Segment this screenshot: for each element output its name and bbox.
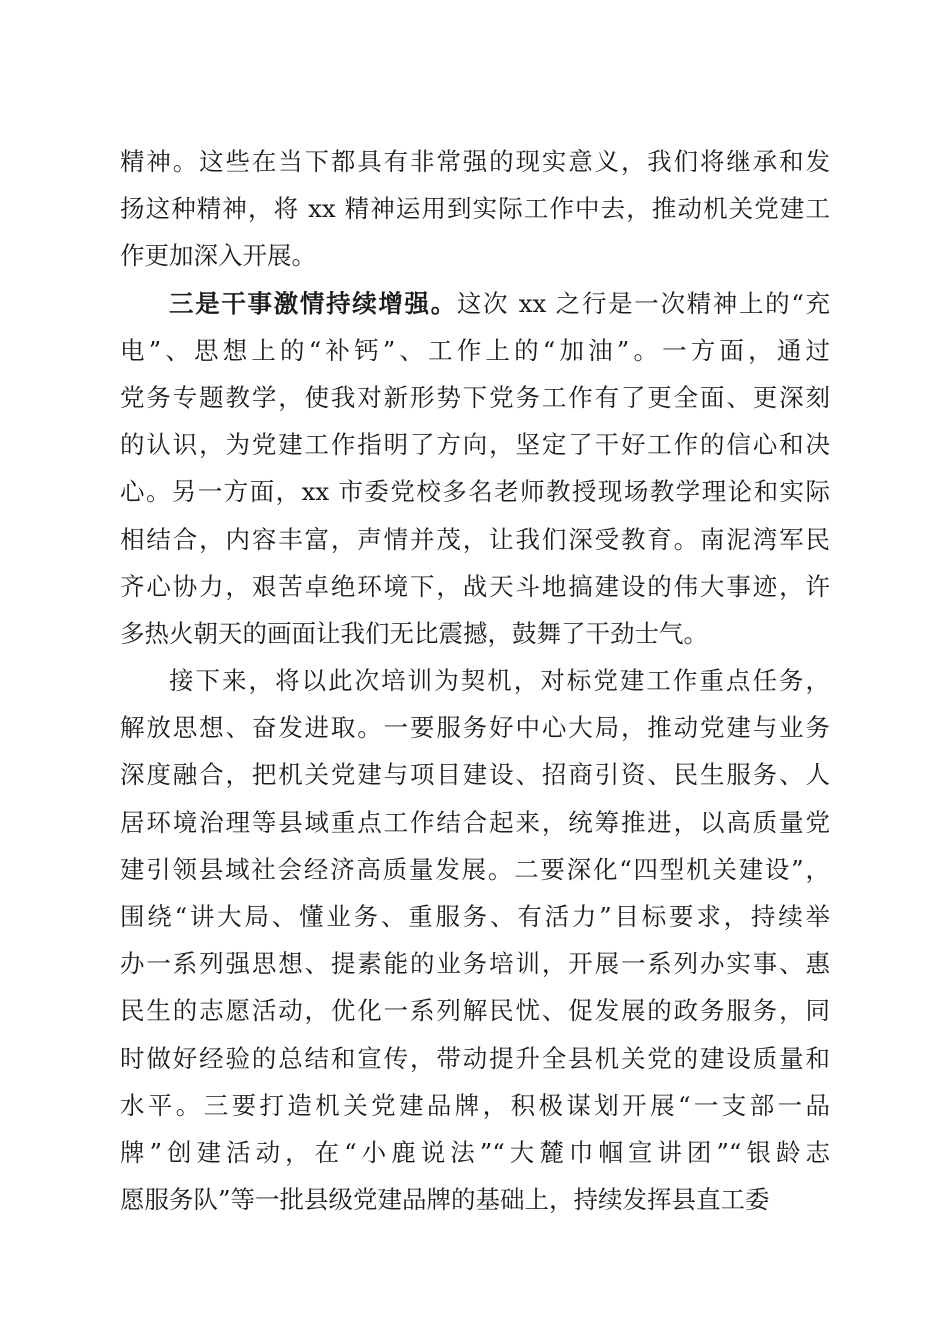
text-run: 解放思想、奋发进取。一要服务好中心大局，推动党建与业务 [120,713,830,743]
text-run: 这次 xx 之行是一次精神上的“充 [456,288,831,318]
paragraph [120,138,830,280]
text-line [120,185,830,232]
text-run: 相结合，内容丰富，声情并茂，让我们深受教育。南泥湾军民 [120,524,830,554]
bold-lead-text: 三是干事激情持续增强。 [169,288,457,318]
text-run: 居环境治理等县域重点工作结合起来，统筹推进，以高质量党 [120,807,830,837]
text-run: 水平。三要打造机关党建品牌，积极谋划开展“一支部一品 [120,1090,830,1120]
text-line [120,138,830,185]
text-run: 电”、思想上的“补钙”、工作上的“加油”。一方面，通过 [120,335,830,365]
text-line [120,610,830,657]
text-line [120,232,830,279]
text-line [120,987,830,1034]
paragraph [120,657,830,1223]
text-line [120,799,830,846]
text-line [120,1035,830,1082]
text-run: 的认识，为党建工作指明了方向，坚定了干好工作的信心和决 [120,430,830,460]
text-line [120,327,830,374]
text-line [120,516,830,563]
text-run: 深度融合，把机关党建与项目建设、招商引资、民生服务、人 [120,760,830,790]
text-run: 心。另一方面，xx 市委党校多名老师教授现场教学理论和实际 [120,477,830,507]
text-run: 牌”创建活动，在“小鹿说法”“大麓巾帼宣讲团”“银龄志 [120,1137,830,1167]
text-line [120,1082,830,1129]
text-line [120,704,830,751]
text-run: 党务专题教学，使我对新形势下党务工作有了更全面、更深刻 [120,382,830,412]
text-line [120,657,830,704]
text-line [120,374,830,421]
text-line [120,468,830,515]
text-run: 愿服务队”等一批县级党建品牌的基础上，持续发挥县直工委 [120,1185,770,1215]
text-line [120,1129,830,1176]
text-run: 作更加深入开展。 [120,241,316,271]
text-run: 齐心协力，艰苦卓绝环境下，战天斗地搞建设的伟大事迹，许 [120,571,830,601]
text-line [120,846,830,893]
document-body [120,138,830,1223]
text-run: 接下来，将以此次培训为契机，对标党建工作重点任务， [169,666,830,696]
text-line [120,940,830,987]
text-line [120,421,830,468]
text-run: 民生的志愿活动，优化一系列解民忧、促发展的政务服务，同 [120,996,830,1026]
text-line [120,893,830,940]
paragraph [120,280,830,658]
text-line [120,280,830,327]
text-run: 围绕“讲大局、懂业务、重服务、有活力”目标要求，持续举 [120,902,830,931]
text-run: 扬这种精神，将 xx 精神运用到实际工作中去，推动机关党建工 [120,194,830,224]
text-line [120,563,830,610]
text-run: 办一系列强思想、提素能的业务培训，开展一系列办实事、惠 [120,949,830,979]
text-run: 多热火朝天的画面让我们无比震撼，鼓舞了干劲士气。 [120,618,708,648]
text-line [120,1176,830,1223]
text-run: 建引领县域社会经济高质量发展。二要深化“四型机关建设”， [120,854,830,884]
text-run: 时做好经验的总结和宣传，带动提升全县机关党的建设质量和 [120,1043,830,1073]
text-line [120,751,830,798]
text-run: 精神。这些在当下都具有非常强的现实意义，我们将继承和发 [120,147,830,176]
